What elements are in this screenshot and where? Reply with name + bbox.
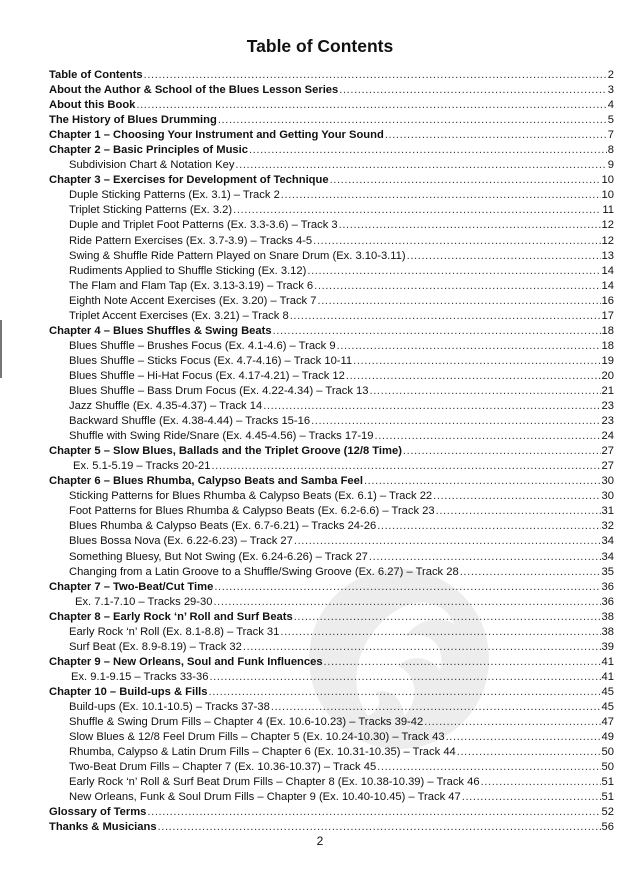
toc-entry-page: 16 [601, 294, 614, 307]
toc-entry-title: Table of Contents [49, 69, 143, 81]
toc-entry-page: 47 [601, 716, 614, 729]
toc-entry [49, 264, 614, 279]
toc-heading [49, 805, 614, 820]
toc-entry-title: Duple Sticking Patterns (Ex. 3.1) – Track 2 [69, 189, 280, 202]
leader-dots [294, 534, 601, 549]
toc-entry-title: Ex. 7.1-7.10 – Tracks 29-30 [75, 595, 213, 608]
toc-entry-title: Blues Shuffle – Brushes Focus (Ex. 4.1-4.6) – Track 9 [69, 339, 336, 352]
toc-entry [49, 519, 614, 534]
toc-entry-title: Glossary of Terms [49, 806, 147, 819]
leader-dots [243, 640, 601, 655]
leader-dots [424, 715, 600, 730]
toc-entry-title: Chapter 8 – Early Rock ‘n’ Roll and Surf Beats [49, 610, 293, 623]
toc-entry-title: The Flam and Flam Tap (Ex. 3.13-3.19) – Track 6 [69, 279, 314, 292]
leader-dots [281, 188, 601, 203]
toc-entry-page: 3 [607, 84, 614, 97]
toc-entry [49, 715, 614, 730]
leader-dots [290, 309, 601, 324]
toc-entry-page: 18 [601, 324, 614, 337]
toc-entry-title: Two-Beat Drum Fills – Chapter 7 (Ex. 10.36-10.37) – Track 45 [69, 761, 377, 774]
table-of-contents [49, 68, 614, 835]
toc-entry-page: 51 [601, 791, 614, 804]
page-title: Table of Contents [246, 36, 394, 56]
toc-heading [49, 685, 614, 700]
toc-entry-page: 23 [601, 415, 614, 428]
toc-entry-page: 35 [601, 565, 614, 578]
toc-entry-title: Blues Bossa Nova (Ex. 6.22-6.23) – Track 27 [69, 535, 293, 548]
toc-entry [49, 790, 614, 805]
toc-entry [49, 504, 614, 519]
toc-entry [49, 399, 614, 414]
toc-entry-page: 24 [601, 430, 614, 443]
toc-entry-title: Early Rock ‘n’ Roll (Ex. 8.1-8.8) – Track 31 [69, 625, 280, 638]
toc-entry [49, 459, 614, 474]
toc-heading [49, 128, 614, 143]
toc-entry [49, 625, 614, 640]
toc-entry [49, 203, 614, 218]
toc-entry-title: Build-ups (Ex. 10.1-10.5) – Tracks 37-38 [69, 700, 270, 713]
leader-dots [218, 113, 607, 128]
toc-entry-title: Ex. 9.1-9.15 – Tracks 33-36 [71, 670, 209, 683]
leader-dots [346, 369, 601, 384]
leader-dots [214, 580, 600, 595]
toc-entry [49, 309, 614, 324]
toc-entry [49, 640, 614, 655]
toc-entry-page: 14 [601, 279, 614, 292]
leader-dots [337, 339, 601, 354]
toc-entry-page: 30 [601, 475, 614, 488]
toc-heading [49, 113, 614, 128]
leader-dots [339, 83, 607, 98]
toc-entry-title: Jazz Shuffle (Ex. 4.35-4.37) – Track 14 [69, 400, 263, 413]
toc-entry-title: Ride Pattern Exercises (Ex. 3.7-3.9) – Tracks 4-5 [69, 234, 313, 247]
toc-entry-page: 17 [601, 309, 614, 322]
leader-dots [369, 550, 601, 565]
leader-dots [209, 670, 600, 685]
toc-entry-page: 38 [601, 610, 614, 623]
toc-heading [49, 580, 614, 595]
toc-entry-title: Chapter 9 – New Orleans, Soul and Funk Influences [49, 655, 323, 668]
leader-dots [311, 414, 600, 429]
leader-dots [307, 264, 600, 279]
leader-dots [233, 203, 601, 218]
toc-entry-title: Chapter 7 – Two-Beat/Cut Time [49, 580, 214, 593]
toc-entry-page: 12 [601, 234, 614, 247]
toc-entry-page: 11 [602, 204, 614, 217]
leader-dots [294, 610, 601, 625]
leader-dots [263, 399, 600, 414]
leader-dots [136, 98, 606, 113]
toc-entry [49, 429, 614, 444]
toc-heading [49, 83, 614, 98]
leader-dots [211, 459, 600, 474]
toc-entry-title: Something Bluesy, But Not Swing (Ex. 6.24-6.26) – Track 27 [69, 550, 368, 563]
toc-entry-page: 12 [601, 219, 614, 232]
leader-dots [403, 444, 601, 459]
toc-heading [49, 655, 614, 670]
leader-dots [213, 595, 600, 610]
toc-entry-title: Blues Rhumba & Calypso Beats (Ex. 6.7-6.21) – Tracks 24-26 [69, 520, 377, 533]
toc-entry-title: Swing & Shuffle Ride Pattern Played on Snare Drum (Ex. 3.10-3.11) [69, 249, 406, 262]
toc-entry [49, 565, 614, 580]
leader-dots [407, 249, 601, 264]
toc-entry-page: 14 [601, 264, 614, 277]
leader-dots [339, 218, 601, 233]
toc-entry-title: Blues Shuffle – Sticks Focus (Ex. 4.7-4.16) – Track 10-11 [69, 354, 353, 367]
toc-entry-title: Chapter 2 – Basic Principles of Music [49, 144, 248, 157]
leader-dots [249, 143, 607, 158]
toc-entry [49, 775, 614, 790]
leader-dots [462, 790, 601, 805]
toc-entry-page: 21 [601, 384, 614, 397]
toc-entry-title: Duple and Triplet Foot Patterns (Ex. 3.3-3.6) – Track 3 [69, 219, 338, 232]
page-number: 2 [316, 834, 324, 848]
toc-entry-title: Surf Beat (Ex. 8.9-8.19) – Track 32 [69, 640, 242, 653]
toc-entry-page: 27 [601, 460, 614, 473]
leader-dots [436, 504, 601, 519]
toc-entry [49, 188, 614, 203]
toc-entry-title: Triplet Sticking Patterns (Ex. 3.2) [69, 204, 233, 217]
toc-entry-page: 2 [607, 69, 614, 81]
toc-entry [49, 730, 614, 745]
leader-dots [377, 519, 600, 534]
toc-entry-page: 4 [607, 99, 614, 112]
toc-entry [49, 279, 614, 294]
toc-entry-page: 36 [601, 580, 614, 593]
toc-entry [49, 534, 614, 549]
toc-entry-page: 10 [601, 174, 614, 187]
leader-dots [235, 158, 606, 173]
toc-entry-page: 49 [601, 731, 614, 744]
toc-entry-page: 50 [601, 746, 614, 759]
toc-entry-page: 20 [601, 369, 614, 382]
leader-dots [385, 128, 607, 143]
toc-entry [49, 700, 614, 715]
toc-heading [49, 324, 614, 339]
toc-entry [49, 595, 614, 610]
toc-entry-title: Rhumba, Calypso & Latin Drum Fills – Chapter 6 (Ex. 10.31-10.35) – Track 44 [69, 746, 456, 759]
leader-dots [353, 354, 600, 369]
toc-entry-title: About this Book [49, 99, 136, 112]
leader-dots [313, 234, 600, 249]
toc-entry-title: Shuffle & Swing Drum Fills – Chapter 4 (Ex. 10.6-10.23) – Tracks 39-42 [69, 716, 424, 729]
toc-entry [49, 550, 614, 565]
toc-entry [49, 384, 614, 399]
toc-entry-page: 30 [601, 490, 614, 503]
toc-entry-page: 32 [601, 520, 614, 533]
toc-heading [49, 98, 614, 113]
toc-entry-title: Chapter 4 – Blues Shuffles & Swing Beats [49, 324, 272, 337]
toc-entry [49, 760, 614, 775]
toc-entry-page: 51 [601, 776, 614, 789]
leader-dots [209, 685, 601, 700]
leader-dots [460, 565, 601, 580]
toc-entry-title: Foot Patterns for Blues Rhumba & Calypso Beats (Ex. 6.2-6.6) – Track 23 [69, 505, 435, 518]
toc-entry-title: Blues Shuffle – Bass Drum Focus (Ex. 4.22-4.34) – Track 13 [69, 384, 369, 397]
toc-entry-title: About the Author & School of the Blues Lesson Series [49, 84, 339, 97]
leader-dots [144, 68, 607, 83]
leader-dots [446, 730, 601, 745]
toc-entry-page: 9 [607, 159, 614, 172]
toc-entry-title: New Orleans, Funk & Soul Drum Fills – Chapter 9 (Ex. 10.40-10.45) – Track 47 [69, 791, 461, 804]
toc-entry-page: 56 [601, 821, 614, 834]
toc-entry-page: 7 [607, 129, 614, 142]
toc-entry-title: Ex. 5.1-5.19 – Tracks 20-21 [73, 460, 211, 473]
toc-entry-page: 18 [601, 339, 614, 352]
toc-entry-title: The History of Blues Drumming [49, 114, 217, 127]
toc-heading [49, 610, 614, 625]
toc-entry [49, 158, 614, 173]
leader-dots [324, 655, 601, 670]
toc-entry-page: 19 [601, 354, 614, 367]
toc-entry-page: 39 [601, 640, 614, 653]
leader-dots [377, 760, 600, 775]
toc-entry-title: Blues Shuffle – Hi-Hat Focus (Ex. 4.17-4.21) – Track 12 [69, 369, 345, 382]
toc-entry-page: 8 [607, 144, 614, 157]
toc-entry-title: Triplet Accent Exercises (Ex. 3.21) – Track 8 [69, 309, 289, 322]
toc-heading [49, 143, 614, 158]
toc-entry [49, 354, 614, 369]
toc-entry-page: 36 [601, 595, 614, 608]
toc-entry [49, 489, 614, 504]
page-edge-mark [0, 320, 2, 378]
toc-entry-page: 10 [601, 189, 614, 202]
toc-entry-page: 50 [601, 761, 614, 774]
toc-entry-title: Slow Blues & 12/8 Feel Drum Fills – Chapter 5 (Ex. 10.24-10.30) – Track 43 [69, 731, 445, 744]
toc-entry-title: Chapter 3 – Exercises for Development of Technique [49, 174, 329, 187]
toc-entry-title: Subdivision Chart & Notation Key [69, 159, 235, 172]
toc-entry-title: Backward Shuffle (Ex. 4.38-4.44) – Tracks 15-16 [69, 415, 311, 428]
toc-entry-page: 13 [601, 249, 614, 262]
toc-entry [49, 745, 614, 760]
toc-entry-title: Shuffle with Swing Ride/Snare (Ex. 4.45-4.56) – Tracks 17-19 [69, 430, 374, 443]
toc-heading [49, 173, 614, 188]
toc-entry [49, 294, 614, 309]
leader-dots [364, 474, 601, 489]
toc-entry-title: Sticking Patterns for Blues Rhumba & Calypso Beats (Ex. 6.1) – Track 22 [69, 490, 433, 503]
toc-entry-title: Early Rock ‘n’ Roll & Surf Beat Drum Fills – Chapter 8 (Ex. 10.38-10.39) – Track 46 [69, 776, 480, 789]
leader-dots [481, 775, 601, 790]
toc-entry [49, 339, 614, 354]
toc-heading [49, 444, 614, 459]
leader-dots [273, 324, 601, 339]
leader-dots [280, 625, 600, 640]
toc-entry-title: Chapter 5 – Slow Blues, Ballads and the Triplet Groove (12/8 Time) [49, 445, 402, 458]
toc-entry [49, 234, 614, 249]
toc-entry [49, 670, 614, 685]
toc-heading [49, 68, 614, 83]
toc-entry-title: Rudiments Applied to Shuffle Sticking (Ex. 3.12) [69, 264, 307, 277]
toc-entry-title: Chapter 6 – Blues Rhumba, Calypso Beats and Samba Feel [49, 475, 363, 488]
leader-dots [330, 173, 601, 188]
leader-dots [314, 279, 600, 294]
toc-entry-page: 31 [601, 505, 614, 518]
toc-entry-page: 23 [601, 400, 614, 413]
toc-entry-page: 34 [601, 535, 614, 548]
toc-entry-page: 27 [601, 445, 614, 458]
toc-entry-page: 52 [601, 806, 614, 819]
toc-entry-title: Thanks & Musicians [49, 821, 157, 834]
leader-dots [433, 489, 600, 504]
leader-dots [271, 700, 601, 715]
leader-dots [457, 745, 601, 760]
toc-entry [49, 414, 614, 429]
toc-entry-page: 45 [601, 700, 614, 713]
toc-entry-page: 5 [607, 114, 614, 127]
leader-dots [375, 429, 601, 444]
toc-entry-title: Chapter 10 – Build-ups & Fills [49, 685, 208, 698]
toc-entry-page: 45 [601, 685, 614, 698]
toc-entry-title: Chapter 1 – Choosing Your Instrument and Getting Your Sound [49, 129, 384, 142]
toc-entry-page: 41 [601, 655, 614, 668]
toc-entry-title: Changing from a Latin Groove to a Shuffle/Swing Groove (Ex. 6.27) – Track 28 [69, 565, 459, 578]
toc-entry-page: 38 [601, 625, 614, 638]
leader-dots [317, 294, 600, 309]
toc-entry-page: 41 [601, 670, 614, 683]
toc-heading [49, 474, 614, 489]
leader-dots [147, 805, 600, 820]
toc-entry [49, 249, 614, 264]
toc-entry-page: 34 [601, 550, 614, 563]
toc-entry [49, 218, 614, 233]
leader-dots [370, 384, 601, 399]
toc-entry [49, 369, 614, 384]
toc-entry-title: Eighth Note Accent Exercises (Ex. 3.20) – Track 7 [69, 294, 317, 307]
